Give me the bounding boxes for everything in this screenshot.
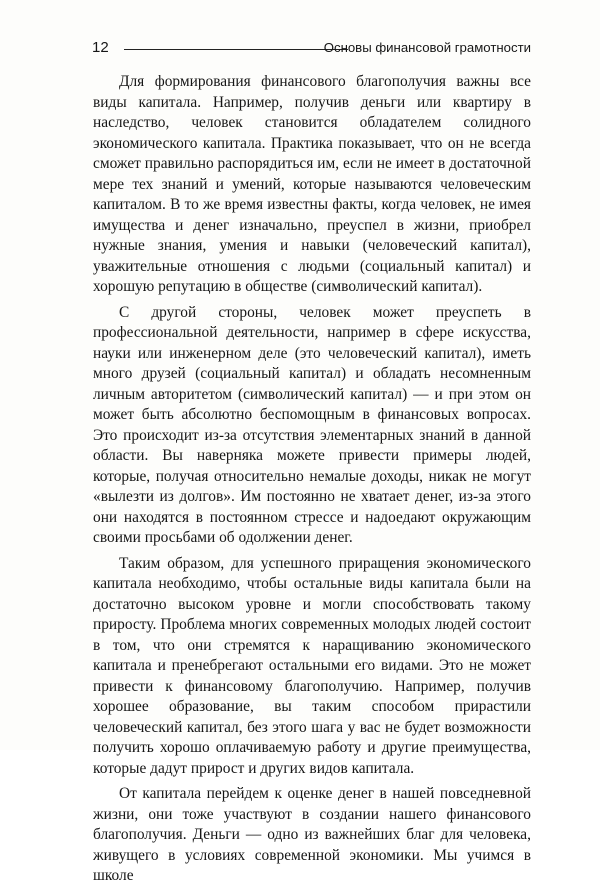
paragraph-3: Таким образом, для успешного приращения экономического капитала необходимо, чтобы остальные виды капитала были на достаточно высоком уровне и могли способствовать такому приросту. Проблема многих современных молодых людей состоит в том, что они стремятся к наращиванию экономического капитала и пренебрегают остальными его видами. Это не может привести к финансовому благополучию. Например, получив хорошее образование, вы таким способом прирастили человеческий капитал, без этого шага у вас не будет возможности получить хорошо оплачиваемую работу и другие преимущества, которые дадут прирост и других видов капитала. <box>93 554 531 777</box>
paragraph-2: С другой стороны, человек может преуспеть в профессиональной деятельности, например в сфере искусства, науки или инженерном деле (это человеческий капитал), иметь много друзей (социальный капитал) и обладать несомненным личным авторитетом (символический капитал) — и при этом он может быть абсолютно беспомощным в финансовых вопросах. Это происходит из-за отсутствия элементарных знаний в данной области. Вы наверняка можете привести примеры людей, которые, получая относительно немалые доходы, никак не могут «вылезти из долгов». Им постоянно не хватает денег, из-за этого они находятся в постоянном стрессе и надоедают окружающим своими просьбами об одолжении денег. <box>93 303 531 546</box>
header-rule <box>124 49 348 50</box>
running-header <box>92 38 531 62</box>
running-title: Основы финансовой грамотности <box>323 40 531 55</box>
paragraph-4: От капитала перейдем к оценке денег в нашей повседневной жизни, они тоже участвуют в создании нашего финансового благополучия. Деньги — одно из важнейших благ для человека, живущего в условиях современной экономики. Мы учимся в школе <box>93 785 531 884</box>
paragraph-1: Для формирования финансового благополучия важны все виды капитала. Например, получив деньги или квартиру в наследство, человек становится обладателем солидного экономического капитала. Практика показывает, что он не всегда сможет правильно распорядиться им, если не имеет в достаточной мере тех знаний и умений, которые называются человеческим капиталом. В то же время известны факты, когда человек, не имея имущества и денег изначально, преуспел в жизни, приобрел нужные знания, умения и навыки (человеческий капитал), уважительные отношения с людьми (социальный капитал) и хорошую репутацию в обществе (символический капитал). <box>93 73 531 295</box>
body-text <box>93 72 531 892</box>
page-number: 12 <box>92 39 109 56</box>
